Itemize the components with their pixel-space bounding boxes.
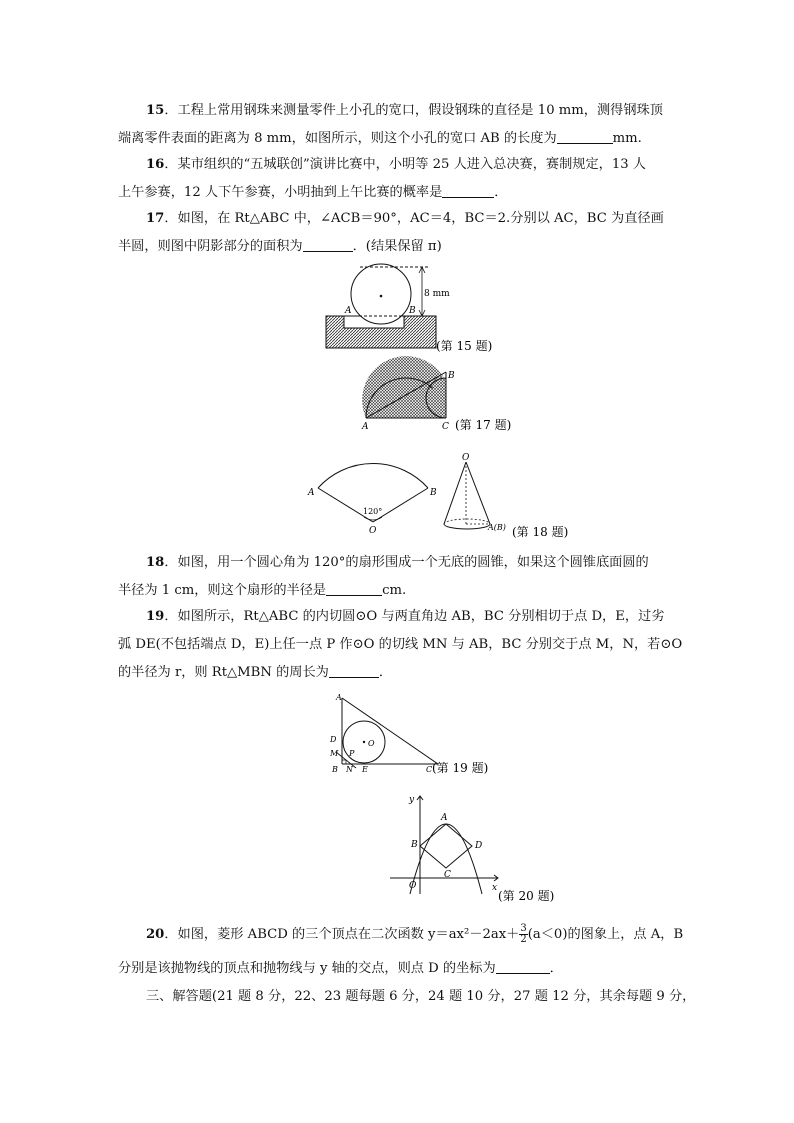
q19-line3 — [118, 662, 392, 684]
fig20-label-x: x — [492, 883, 498, 893]
fig15-label-a: A — [345, 306, 352, 316]
q15-number: 15 — [146, 103, 165, 118]
q15-text2: 端离零件表面的距离为 8 mm，如图所示，则这个小孔的宽口 AB 的长度为 — [118, 131, 557, 146]
q19-line2: 弧 DE(不包括端点 D，E)上任一点 P 作⊙O 的切线 MN 与 AB，BC 分别交于点 M，N，若⊙O — [118, 637, 683, 652]
q19-text3: 的半径为 r，则 Rt△MBN 的周长为 — [118, 665, 329, 680]
fig15-label-b: B — [409, 306, 416, 316]
q15-text1: ．工程上常用钢珠来测量零件上小孔的宽口，假设钢珠的直径是 10 mm，测得钢珠顶 — [164, 103, 663, 118]
fig19-label-e: E — [362, 765, 368, 774]
q20-answer-blank[interactable] — [496, 959, 550, 974]
fig18-caption: (第 18 题) — [512, 525, 569, 539]
fig15-8mm-label: 8 mm — [424, 289, 450, 299]
q19-answer-blank[interactable] — [329, 663, 379, 678]
fig15-caption: (第 15 题) — [436, 339, 493, 353]
fig20-caption: (第 20 题) — [498, 889, 555, 903]
section-3-heading: 三、解答题(21 题 8 分，22、23 题每题 6 分，24 题 10 分，27 题 12 分，其余每题 9 分， — [146, 989, 696, 1004]
q16-text1: ．某市组织的“五城联创”演讲比赛中，小明等 25 人进入总决赛，赛制规定，13 人 — [164, 157, 646, 172]
fig20-label-origin: O — [409, 881, 417, 891]
q19-line1 — [146, 606, 664, 628]
q16-line1 — [146, 154, 646, 176]
q17-line1 — [146, 208, 664, 230]
fig18-cone-o: O — [462, 453, 470, 463]
q16-answer-blank[interactable] — [442, 183, 494, 198]
q17-text2: 半圆，则图中阴影部分的面积为 — [118, 239, 303, 254]
q20-text2: (a＜0)的图象上，点 A，B — [527, 927, 684, 942]
q17-text1: ．如图，在 Rt△ABC 中，∠ACB＝90°，AC＝4，BC＝2.分别以 AC，BC 为直径画 — [164, 211, 664, 226]
fig17-label-a: A — [362, 422, 369, 432]
fig18-label-a: A — [308, 488, 315, 498]
q17-text3: ．(结果保留 π) — [352, 239, 442, 254]
q15-line2 — [118, 128, 642, 150]
fig19-label-d: D — [330, 735, 337, 744]
q15-unit: mm. — [612, 131, 642, 146]
fig18-label-o: O — [369, 526, 377, 536]
q20-text3: 分别是该抛物线的顶点和抛物线与 y 轴的交点，则点 D 的坐标为 — [118, 961, 496, 976]
q20-frac-num: 3 — [520, 923, 527, 934]
fig20-label-c: C — [444, 870, 451, 880]
fig19-caption: (第 19 题) — [432, 761, 489, 775]
q18-unit: cm. — [382, 583, 407, 598]
q20-line1 — [146, 924, 683, 946]
figure-19 — [320, 690, 510, 780]
q19-number: 19 — [146, 609, 165, 624]
q16-line2 — [118, 182, 507, 204]
q20-text1: ．如图，菱形 ABCD 的三个顶点在二次函数 y＝ax²－2ax＋ — [164, 927, 520, 942]
q20-frac-den: 2 — [520, 934, 527, 945]
fig18-cone-ab: A(B) — [488, 523, 506, 532]
fig20-label-y: y — [409, 795, 415, 805]
q20-number: 20 — [146, 927, 165, 942]
fig19-label-o: O — [368, 739, 375, 748]
fig19-label-n: N — [346, 765, 353, 774]
q18-line1 — [146, 552, 649, 574]
q16-text2: 上午参赛，12 人下午参赛，小明抽到上午比赛的概率是 — [118, 185, 443, 200]
fig20-label-b: B — [411, 840, 418, 850]
fig20-label-d: D — [475, 841, 483, 851]
q19-text1: ．如图所示，Rt△ABC 的内切圆⊙O 与两直角边 AB，BC 分别相切于点 D，E，过劣 — [164, 609, 665, 624]
q20-line2 — [118, 958, 563, 980]
figure-17 — [360, 368, 530, 438]
fig17-label-b: B — [448, 371, 455, 381]
fig20-label-a: A — [441, 813, 448, 823]
q18-line2 — [118, 580, 406, 602]
q16-number: 16 — [146, 157, 165, 172]
fig19-label-a: A — [336, 693, 342, 702]
q15-line1 — [146, 100, 663, 122]
q15-answer-blank[interactable] — [557, 129, 613, 144]
fig19-label-c: C — [426, 765, 433, 774]
fig18-angle-label: 120° — [363, 507, 383, 516]
q18-text2: 半径为 1 cm，则这个扇形的半径是 — [118, 583, 327, 598]
q19-period: ． — [378, 665, 393, 680]
q18-number: 18 — [146, 555, 165, 570]
q18-answer-blank[interactable] — [326, 581, 382, 596]
figure-18 — [300, 450, 590, 545]
figure-15 — [320, 258, 510, 358]
fig17-label-c: C — [442, 422, 449, 432]
q18-text1: ．如图，用一个圆心角为 120°的扇形围成一个无底的圆锥，如果这个圆锥底面圆的 — [164, 555, 649, 570]
fig19-label-m: M — [330, 749, 339, 758]
q17-number: 17 — [146, 211, 165, 226]
q20-fraction — [519, 924, 527, 945]
fig18-label-b: B — [430, 488, 437, 498]
q20-period: ． — [549, 961, 563, 976]
q16-period: ． — [494, 185, 508, 200]
fig19-label-b: B — [332, 765, 338, 774]
q17-answer-blank[interactable] — [303, 237, 353, 252]
q17-line2 — [118, 236, 442, 258]
fig17-caption: (第 17 题) — [455, 418, 512, 432]
fig19-label-p: P — [349, 749, 355, 758]
figure-20 — [380, 790, 570, 903]
